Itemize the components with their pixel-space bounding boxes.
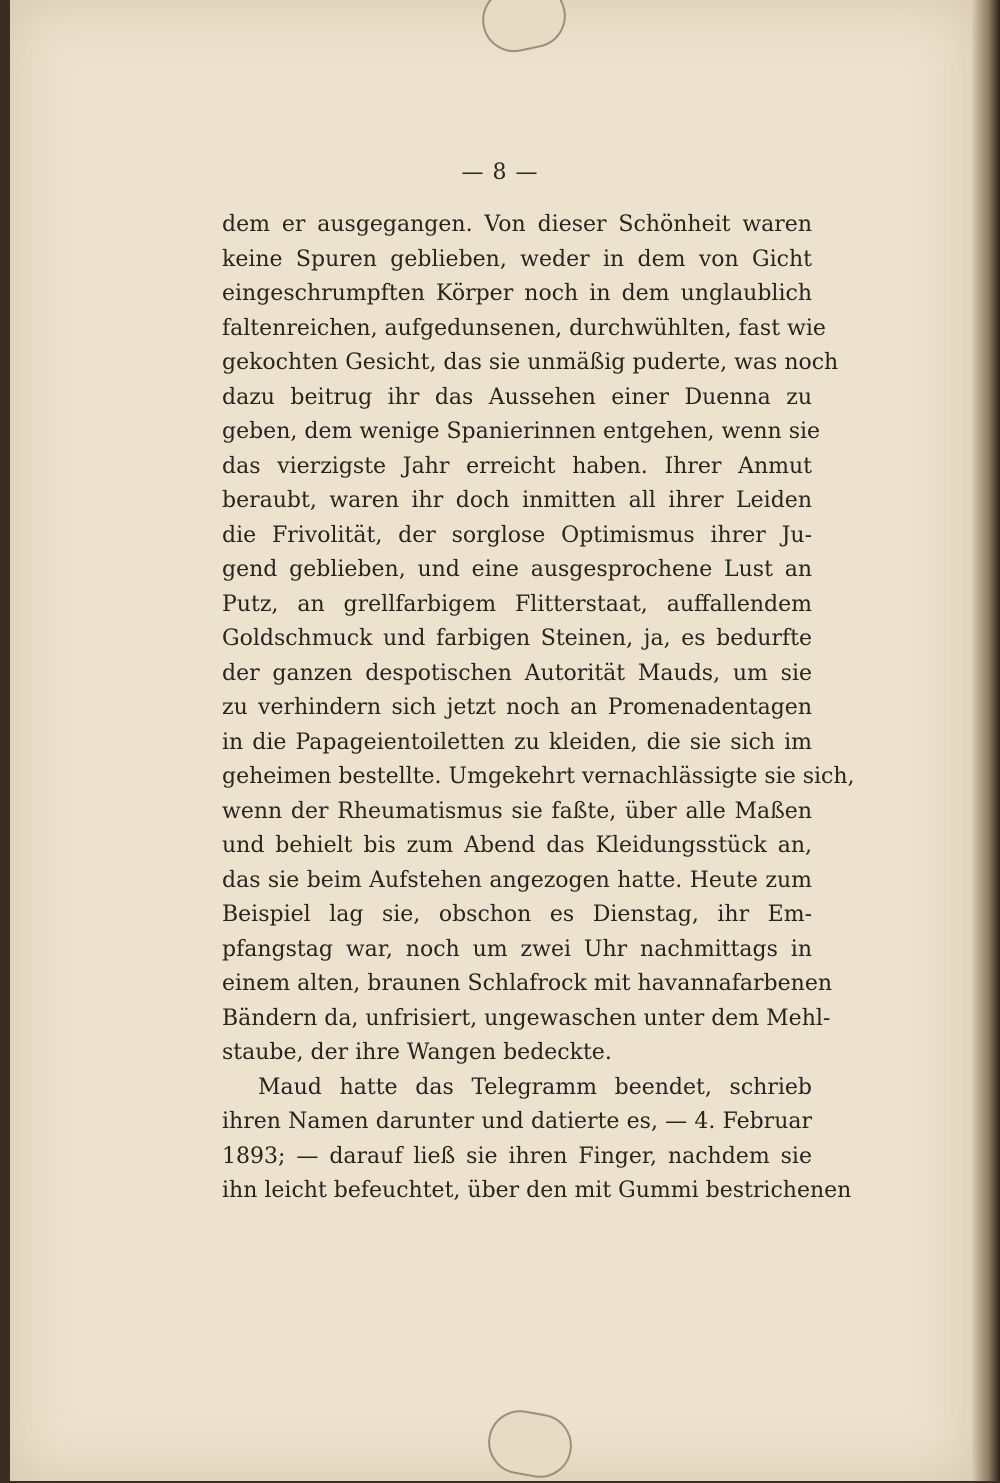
text-line: in die Papageientoiletten zu kleiden, die sie sich im	[222, 729, 812, 755]
page-clip-top	[476, 0, 571, 58]
book-edge	[972, 0, 1000, 1481]
text-line: ihren Namen darunter und datierte es, — 4. Februar	[222, 1109, 812, 1134]
text-line: Beispiel lag sie, obschon es Dienstag, ihr Em-	[222, 902, 812, 927]
text-line: Maud hatte das Telegramm beendet, schrieb	[258, 1074, 812, 1100]
body-text	[222, 208, 855, 1209]
text-line: eingeschrumpften Körper noch in dem unglaublich	[222, 281, 812, 306]
text-line: und behielt bis zum Abend das Kleidungsstück an,	[222, 833, 812, 858]
text-line: einem alten, braunen Schlafrock mit havannafarbenen	[222, 971, 833, 996]
text-line: Goldschmuck und farbigen Steinen, ja, es bedurfte	[222, 626, 812, 651]
text-line: dazu beitrug ihr das Aussehen einer Duenna zu	[222, 384, 812, 410]
text-line: pfangstag war, noch um zwei Uhr nachmittags in	[222, 936, 812, 962]
text-line: dem er ausgegangen. Von dieser Schönheit waren	[222, 212, 812, 237]
text-line: wenn der Rheumatismus sie faßte, über alle Maßen	[222, 798, 812, 824]
text-line: das vierzigste Jahr erreicht haben. Ihrer Anmut	[222, 453, 812, 479]
page-number: — 8 —	[461, 160, 539, 185]
text-line: die Frivolität, der sorglose Optimismus ihrer Ju-	[222, 522, 812, 548]
text-line: gend geblieben, und eine ausgesprochene Lust an	[222, 557, 812, 582]
text-line: das sie beim Aufstehen angezogen hatte. Heute zum	[222, 867, 812, 893]
text-line: staube, der ihre Wangen bedeckte.	[222, 1040, 612, 1065]
text-line: gekochten Gesicht, das sie unmäßig puderte, was noch	[222, 350, 839, 375]
page-clip-bottom	[483, 1405, 577, 1483]
text-line: 1893; — darauf ließ sie ihren Finger, nachdem sie	[222, 1143, 812, 1169]
text-line: Putz, an grellfarbigem Flitterstaat, auffallendem	[222, 591, 812, 617]
text-line: Bändern da, unfrisiert, ungewaschen unter dem Mehl-	[222, 1005, 831, 1031]
text-line: zu verhindern sich jetzt noch an Promenadentagen	[222, 695, 812, 720]
text-line: ihn leicht befeuchtet, über den mit Gummi bestrichenen	[222, 1178, 852, 1203]
text-line: der ganzen despotischen Autorität Mauds, um sie	[222, 660, 812, 686]
text-line: geben, dem wenige Spanierinnen entgehen, wenn sie	[222, 419, 821, 444]
text-line: beraubt, waren ihr doch inmitten all ihrer Leiden	[222, 488, 812, 513]
text-line: geheimen bestellte. Umgekehrt vernachlässigte sie sich,	[222, 764, 855, 789]
text-line: faltenreichen, aufgedunsenen, durchwühlten, fast wie	[222, 315, 826, 341]
text-line: keine Spuren geblieben, weder in dem von Gicht	[222, 246, 812, 272]
